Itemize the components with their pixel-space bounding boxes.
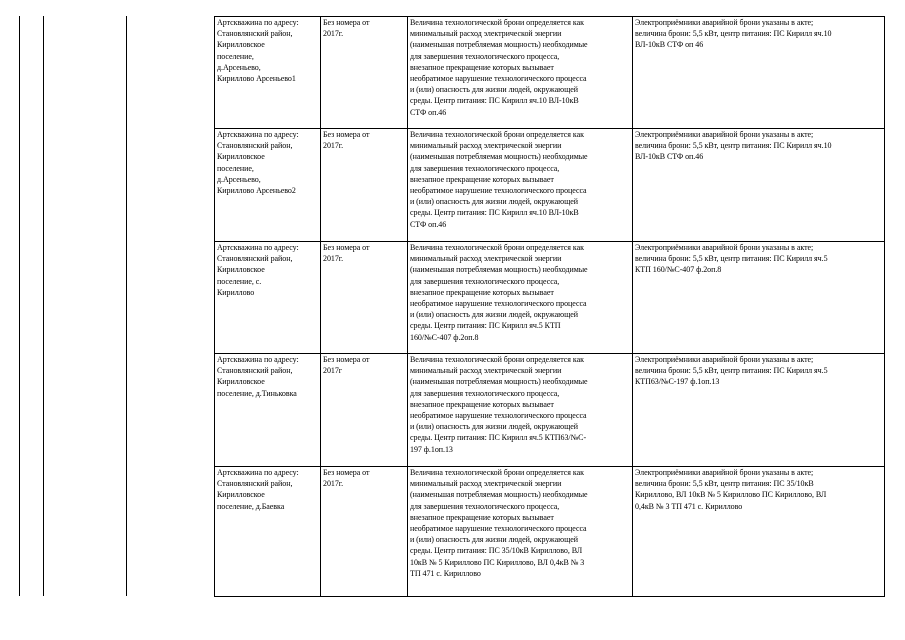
- document-number-cell: Без номера от 2017г: [321, 354, 408, 467]
- object-address-cell: Артскважина по адресу: Становлянский район, Кирилловское поселение, д.Баевка: [215, 467, 321, 597]
- document-number-cell: Без номера от 2017г.: [321, 17, 408, 129]
- reserve-note-cell: Электроприёмники аварийной брони указаны в акте; величина брони: 5,5 кВт, центр питания: ПС Кирилл яч.10 ВЛ-10кВ СТФ оп.46: [633, 129, 885, 242]
- reserve-description-cell: Величина технологической брони определяется как минимальный расход электрической энергии (наименьшая потребляемая мощность) необходимые для завершения технологического процесса, внезапное прекращение которых вызывает необратимое нарушение технологического процесса и (или) опасность для жизни людей, окружающей среды. Центр питания: ПС Кирилл яч.10 ВЛ-10кВ СТФ оп.46: [408, 17, 633, 129]
- reserve-description-cell: Величина технологической брони определяется как минимальный расход электрической энергии (наименьшая потребляемая мощность) необходимые для завершения технологического процесса, внезапное прекращение которых вызывает необратимое нарушение технологического процесса и (или) опасность для жизни людей, окружающей среды. Центр питания: ПС Кирилл яч.5 КТП 160/№С-407 ф.2оп.8: [408, 242, 633, 354]
- reserve-note-cell: Электроприёмники аварийной брони указаны в акте; величина брони: 5,5 кВт, центр питания: ПС 35/10кВ Кириллово, ВЛ 10кВ № 5 Кириллово ПС Кириллово, ВЛ 0,4кВ № 3 ТП 471 с. Кириллово: [633, 467, 885, 597]
- table-row: [215, 467, 885, 597]
- reserve-description-cell: Величина технологической брони определяется как минимальный расход электрической энергии (наименьшая потребляемая мощность) необходимые для завершения технологического процесса, внезапное прекращение которых вызывает необратимое нарушение технологического процесса и (или) опасность для жизни людей, окружающей среды. Центр питания: ПС Кирилл яч.5 КТП63/№С- 197 ф.1оп.13: [408, 354, 633, 467]
- object-address-cell: Артскважина по адресу: Становлянский район, Кирилловское поселение, д.Тиньковка: [215, 354, 321, 467]
- left-column-border-1: [19, 16, 20, 596]
- object-address-cell: Артскважина по адресу: Становлянский район, Кирилловское поселение, д.Арсеньево, Кириллово Арсеньево2: [215, 129, 321, 242]
- object-address-cell: Артскважина по адресу: Становлянский район, Кирилловское поселение, д.Арсеньево, Кириллово Арсеньево1: [215, 17, 321, 129]
- document-number-cell: Без номера от 2017г.: [321, 467, 408, 597]
- left-column-border-2: [43, 16, 44, 596]
- reserve-note-cell: Электроприёмники аварийной брони указаны в акте; величина брони: 5,5 кВт, центр питания: ПС Кирилл яч.5 КТП63/№С-197 ф.1оп.13: [633, 354, 885, 467]
- tech-reserve-table: [214, 16, 885, 597]
- table-row: [215, 354, 885, 467]
- left-column-border-3: [126, 16, 127, 596]
- object-address-cell: Артскважина по адресу: Становлянский район, Кирилловское поселение, с. Кириллово: [215, 242, 321, 354]
- table-row: [215, 129, 885, 242]
- reserve-description-cell: Величина технологической брони определяется как минимальный расход электрической энергии (наименьшая потребляемая мощность) необходимые для завершения технологического процесса, внезапное прекращение которых вызывает необратимое нарушение технологического процесса и (или) опасность для жизни людей, окружающей среды. Центр питания: ПС 35/10кВ Кириллово, ВЛ 10кВ № 5 Кириллово ПС Кириллово, ВЛ 0,4кВ № 3 ТП 471 с. Кириллово: [408, 467, 633, 597]
- document-number-cell: Без номера от 2017г.: [321, 242, 408, 354]
- reserve-note-cell: Электроприёмники аварийной брони указаны в акте; величина брони: 5,5 кВт, центр питания: ПС Кирилл яч.10 ВЛ-10кВ СТФ оп 46: [633, 17, 885, 129]
- table-row: [215, 17, 885, 129]
- reserve-description-cell: Величина технологической брони определяется как минимальный расход электрической энергии (наименьшая потребляемая мощность) необходимые для завершения технологического процесса, внезапное прекращение которых вызывает необратимое нарушение технологического процесса и (или) опасность для жизни людей, окружающей среды. Центр питания: ПС Кирилл яч.10 ВЛ-10кВ СТФ оп.46: [408, 129, 633, 242]
- table-row: [215, 242, 885, 354]
- reserve-note-cell: Электроприёмники аварийной брони указаны в акте; величина брони: 5,5 кВт, центр питания: ПС Кирилл яч.5 КТП 160/№С-407 ф.2оп.8: [633, 242, 885, 354]
- document-number-cell: Без номера от 2017г.: [321, 129, 408, 242]
